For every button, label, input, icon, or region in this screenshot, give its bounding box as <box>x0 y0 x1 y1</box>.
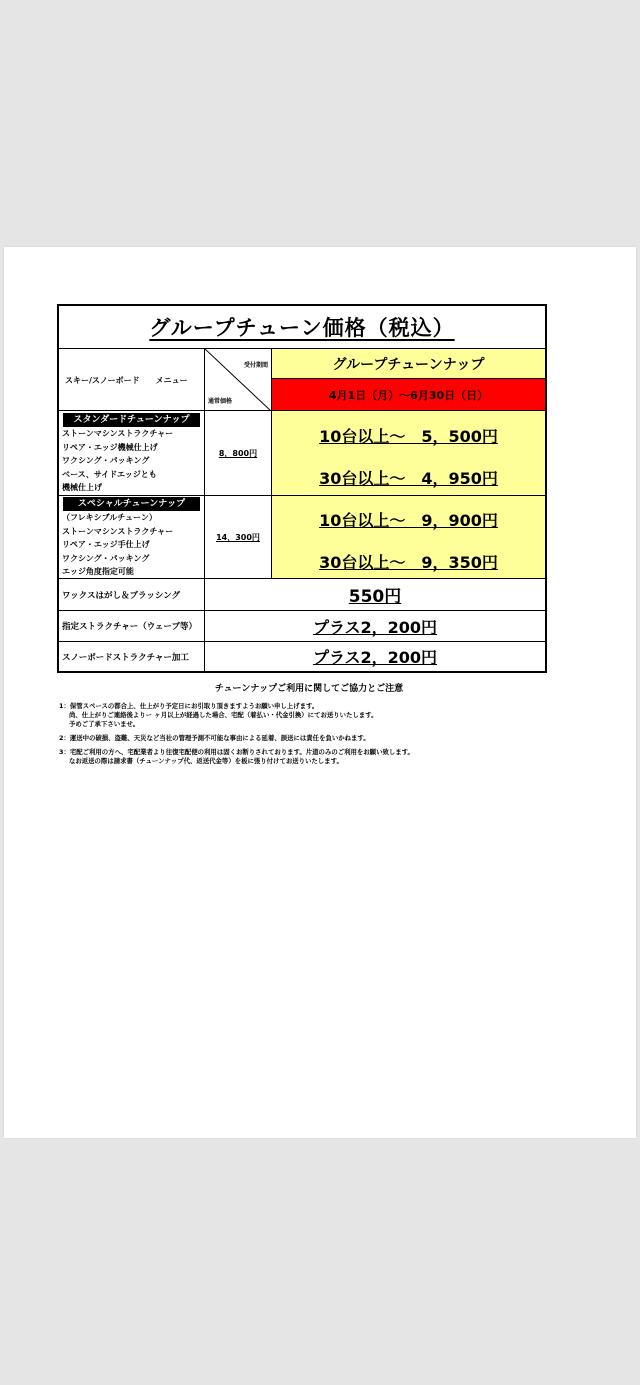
normal-price-label: 通常価格 <box>208 398 233 405</box>
note-2: 2：運送中の破損、盗難、天災など当社の管理予測不可能な事由による延着、誤送には責任を負いかねます。 <box>59 734 370 742</box>
special-price-30: 30台以上～ 9，350円 <box>319 553 498 572</box>
extra-wax-price: 550円 <box>348 587 402 607</box>
campaign-period: 4月1日（月）～6月30日（日） <box>272 379 545 410</box>
diagonal-header <box>205 349 271 411</box>
special-normal-price: 14，300円 <box>216 532 260 542</box>
standard-price-30: 30台以上～ 4，950円 <box>319 469 498 488</box>
price-table <box>57 304 547 673</box>
menu-header: スキー/スノーボード メニュー <box>65 375 188 385</box>
special-group-prices <box>272 496 545 578</box>
standard-group-prices <box>272 411 545 495</box>
extra-structure-price: プラス2，200円 <box>312 617 438 637</box>
plan-title: グループチューンナップ <box>272 349 545 378</box>
extra-snowboard-label: スノーボードストラクチャー加工 <box>62 652 189 663</box>
note-3: 3：宅配ご利用の方へ、宅配業者より往復宅配便の利用は固くお断りされております。片道のみのご利用をお願い致します。 なお返送の際は請求書（チューンナップ代、返送代金等）を板に張り付けてお送りいたします。 <box>59 748 414 765</box>
note-1: 1：保管スペースの都合上、仕上がり予定日にお引取り頂きますようお願い申し上げます。 尚、仕上がりご連絡後よりー ヶ月以上が経過した場合、宅配（着払い・代金引換）にてお送りいたします。 予めご了承下さいませ。 <box>59 702 378 728</box>
extra-snowboard-price: プラス2，200円 <box>312 648 438 667</box>
special-price-10: 10台以上～ 9，900円 <box>319 511 498 530</box>
notes-heading: チューンナップご利用に関してご協力とご注意 <box>214 684 404 694</box>
standard-price-10: 10台以上～ 5，500円 <box>319 427 498 446</box>
standard-normal-price: 8，800円 <box>218 448 258 458</box>
price-sheet-page <box>4 247 636 1138</box>
extra-structure-label: 指定ストラクチャー（ウェーブ等） <box>62 622 197 632</box>
table-title: グループチューン価格（税込） <box>149 316 455 340</box>
special-label: スペシャルチューンナップ <box>63 497 200 511</box>
special-details: （フレキシブルチューン） ストーンマシンストラクチャー リペア・エッジ手仕上げ ワクシング・パッキング エッジ角度指定可能 <box>62 513 174 576</box>
period-label: 受付期間 <box>243 362 268 369</box>
standard-details: ストーンマシンストラクチャー リペア・エッジ機械仕上げ ワクシング・パッキング ベース、サイドエッジとも 機械仕上げ <box>62 429 174 492</box>
extra-wax-label: ワックスはがし＆ブラッシング <box>62 590 180 601</box>
notes <box>59 681 559 771</box>
standard-label: スタンダードチューンナップ <box>63 413 200 427</box>
